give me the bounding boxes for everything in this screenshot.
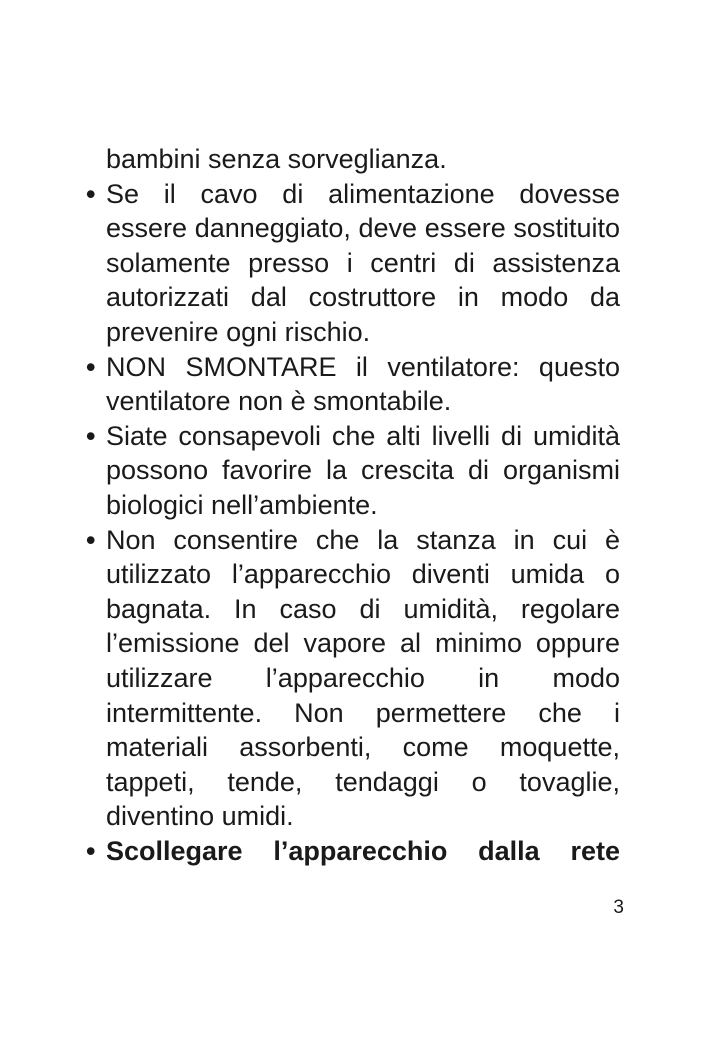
bullet-icon: • <box>86 420 96 451</box>
bullet-item-text: Scollegare l’apparecchio dalla rete <box>106 835 620 866</box>
bullet-icon: • <box>86 835 96 866</box>
bullet-item-unplug <box>86 834 620 869</box>
page-body <box>86 142 620 868</box>
bullet-item-text: Non consentire che la stanza in cui è utilizzato l’apparecchio diventi umida o bagnata. In caso di umidità, regolare l’emissione del vapore al minimo oppure utilizzare l’apparecchio in modo intermittente. Non permettere che i materiali assorbenti, come moquette, tappeti, tende, tendaggi o tovaglie, diventino umidi. <box>106 524 620 832</box>
page-number: 3 <box>613 897 624 918</box>
bullet-icon: • <box>86 351 96 382</box>
continuation-paragraph <box>86 142 620 177</box>
bullet-icon: • <box>86 178 96 209</box>
bullet-item-text: NON SMONTARE il ventilatore: questo ventilatore non è smontabile. <box>106 351 620 417</box>
continuation-text: bambini senza sorveglianza. <box>106 144 447 174</box>
bullet-item-text: Siate consapevoli che alti livelli di umidità possono favorire la crescita di organismi biologici nell’ambiente. <box>106 420 620 520</box>
bullet-item-humidity-warning <box>86 419 620 523</box>
bullet-item-text: Se il cavo di alimentazione dovesse essere danneggiato, deve essere sostituito solamente presso i centri di assistenza autorizzati dal costruttore in modo da prevenire ogni rischio. <box>106 178 620 347</box>
bullet-item-room-moisture <box>86 523 620 834</box>
bullet-item-do-not-disassemble <box>86 350 620 419</box>
bullet-icon: • <box>86 524 96 555</box>
bullet-item-power-cord <box>86 177 620 350</box>
